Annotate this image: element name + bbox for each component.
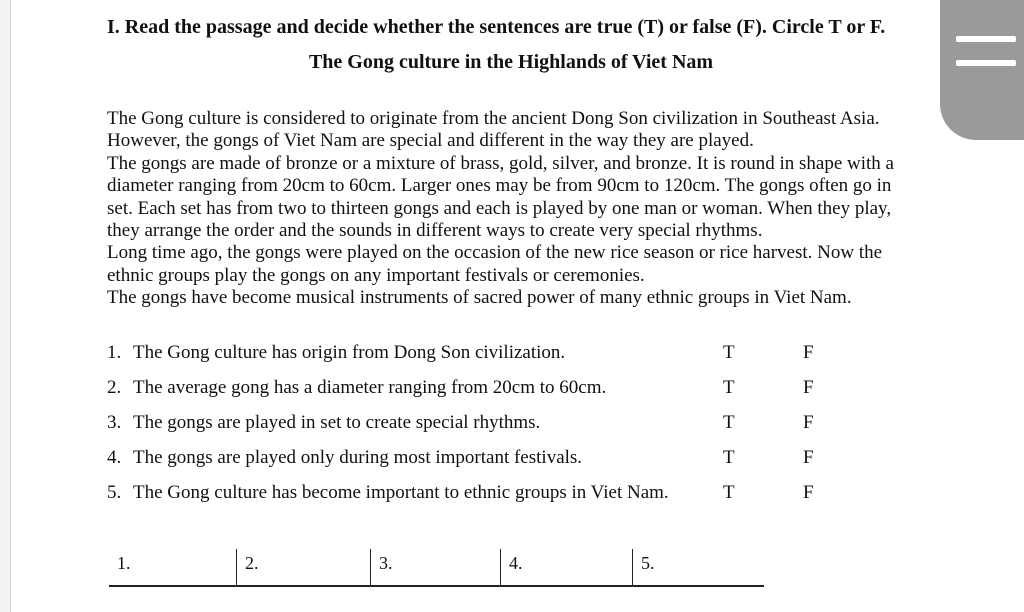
hamburger-menu-icon: [956, 36, 1016, 42]
instruction-heading: I. Read the passage and decide whether the sentences are true (T) or false (F). Circle T or F.: [107, 16, 886, 38]
false-option[interactable]: F: [803, 377, 814, 398]
false-option[interactable]: F: [803, 447, 814, 468]
question-row: [107, 480, 847, 515]
question-number: 2.: [107, 377, 122, 398]
answer-cell[interactable]: 2.: [236, 549, 370, 585]
question-text: The Gong culture has origin from Dong Son civilization.: [133, 342, 566, 363]
answer-table: [109, 549, 764, 587]
false-option[interactable]: F: [803, 412, 814, 433]
question-row: [107, 375, 847, 410]
true-option[interactable]: T: [723, 342, 735, 363]
true-option[interactable]: T: [723, 377, 735, 398]
menu-button[interactable]: [940, 0, 1024, 140]
question-row: [107, 445, 847, 480]
answer-cell[interactable]: 5.: [632, 549, 764, 585]
question-number: 4.: [107, 447, 122, 468]
false-option[interactable]: F: [803, 342, 814, 363]
true-option[interactable]: T: [723, 412, 735, 433]
answer-cell[interactable]: 3.: [370, 549, 500, 585]
question-row: [107, 410, 847, 445]
question-text: The gongs are played in set to create special rhythms.: [133, 412, 541, 433]
true-option[interactable]: T: [723, 482, 735, 503]
question-row: [107, 340, 847, 375]
passage-title: The Gong culture in the Highlands of Viet Nam: [308, 51, 714, 73]
answer-cell[interactable]: 4.: [500, 549, 632, 585]
true-false-questions: [107, 340, 847, 515]
question-number: 5.: [107, 482, 122, 503]
passage-paragraph: The gongs are made of bronze or a mixture of brass, gold, silver, and bronze. It is round in shape with a diameter ranging from 20cm to 60cm. Larger ones may be from 90cm to 120cm. The gongs often go in set. Each set has from two to thirteen gongs and each is played by one man or woman. When they play, they arrange the order and the sounds in different ways to create very special rhythms.: [107, 152, 894, 242]
question-text: The average gong has a diameter ranging from 20cm to 60cm.: [133, 377, 607, 398]
question-number: 3.: [107, 412, 122, 433]
document-page: [10, 0, 1024, 612]
answer-cell[interactable]: 1.: [117, 553, 131, 573]
question-number: 1.: [107, 342, 122, 363]
true-option[interactable]: T: [723, 447, 735, 468]
passage-paragraph: The gongs have become musical instruments of sacred power of many ethnic groups in Viet Nam.: [107, 287, 852, 309]
false-option[interactable]: F: [803, 482, 814, 503]
question-text: The gongs are played only during most important festivals.: [133, 447, 583, 468]
reading-passage: [107, 108, 917, 310]
question-text: The Gong culture has become important to ethnic groups in Viet Nam.: [133, 482, 669, 503]
hamburger-menu-icon: [956, 60, 1016, 66]
passage-paragraph: Long time ago, the gongs were played on the occasion of the new rice season or rice harvest. Now the ethnic groups play the gongs on any important festivals or ceremonies.: [107, 242, 883, 286]
passage-paragraph: The Gong culture is considered to originate from the ancient Dong Son civilization in Southeast Asia. However, the gongs of Viet Nam are special and different in the way they are played.: [107, 108, 880, 152]
